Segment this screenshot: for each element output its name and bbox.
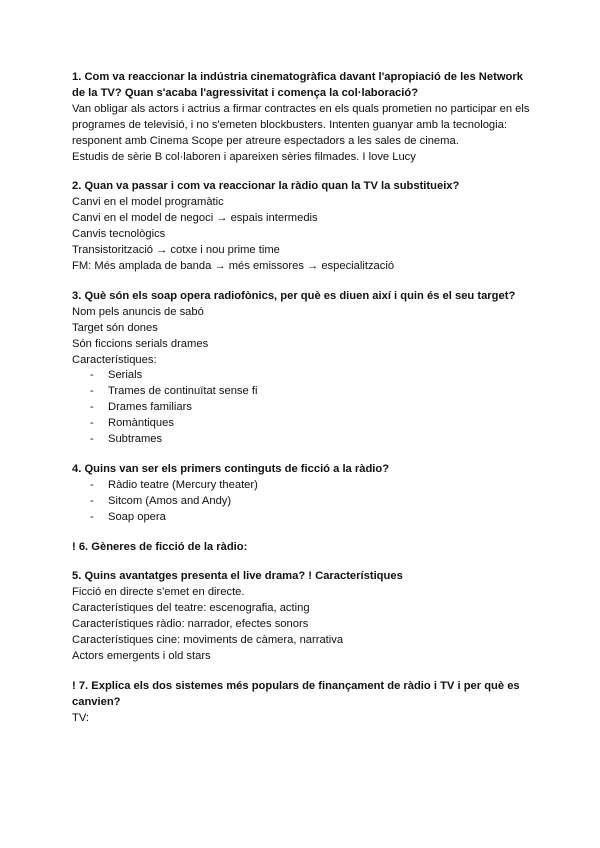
dash-marker: - <box>90 401 94 414</box>
list-item: - Serials <box>72 368 534 384</box>
section-3 <box>72 289 534 448</box>
list-item: - Drames familiars <box>72 400 534 416</box>
answer-text: Ficció en directe s'emet en directe. <box>72 586 245 599</box>
answer-text: Característiques del teatre: escenografia, acting <box>72 602 310 615</box>
answer-text: Estudis de sèrie B col·laboren i apareixen sèries filmades. I love Lucy <box>72 150 416 163</box>
dash-marker: - <box>90 478 94 491</box>
question-3: 3. Què són els soap opera radiofònics, per què es diuen així i quin és el seu target? <box>72 289 516 302</box>
section-6 <box>72 540 534 556</box>
question-6: ! 6. Gèneres de ficció de la ràdio: <box>72 540 248 553</box>
dash-marker: - <box>90 385 94 398</box>
answer-text: Són ficcions serials drames <box>72 337 209 350</box>
section-2 <box>72 179 534 274</box>
question-4: 4. Quins van ser els primers continguts de ficció a la ràdio? <box>72 462 390 475</box>
answer-text: Característiques: <box>72 353 157 366</box>
question-7: ! 7. Explica els dos sistemes més populars de finançament de ràdio i TV i per què es canvien? <box>72 679 520 708</box>
section-4 <box>72 462 534 526</box>
list-item: - Sitcom (Amos and Andy) <box>72 494 534 510</box>
answer-text: Nom pels anuncis de sabó <box>72 305 204 318</box>
answer-text: Característiques cine: moviments de càmera, narrativa <box>72 634 344 647</box>
list-item: - Subtrames <box>72 432 534 448</box>
dash-marker: - <box>90 494 94 507</box>
answer-text: Target són dones <box>72 321 158 334</box>
dash-marker: - <box>90 417 94 430</box>
question-5: 5. Quins avantatges presenta el live drama? ! Característiques <box>72 570 403 583</box>
section-5 <box>72 569 534 664</box>
answer-text: Transistorització → cotxe i nou prime time <box>72 244 280 257</box>
answer-text: Van obligar als actors i actrius a firmar contractes en els quals prometien no participar en els programes de televisió, i no s'emeten blockbusters. Intenten guanyar amb la tecnologia: responent amb Cinema Scope per atreure espectadors a les sales de cinema. <box>72 102 530 147</box>
answer-text: Canvi en el model programàtic <box>72 196 224 209</box>
answer-text: Canvi en el model de negoci → espais intermedis <box>72 212 318 225</box>
answer-text: Característiques ràdio: narrador, efectes sonors <box>72 618 309 631</box>
answer-text: TV: <box>72 711 89 724</box>
list-item: - Romàntiques <box>72 416 534 432</box>
answer-text: FM: Més amplada de banda → més emissores → especialització <box>72 259 395 272</box>
dash-marker: - <box>90 510 94 523</box>
answer-text: Actors emergents i old stars <box>72 650 211 662</box>
fiction-content-list <box>72 478 534 526</box>
dash-marker: - <box>90 433 94 446</box>
question-1: 1. Com va reaccionar la indústria cinematogràfica davant l'apropiació de les Network de la TV? Quan s'acaba l'agressivitat i comença la col·laboració? <box>72 71 523 99</box>
characteristics-list <box>72 368 534 448</box>
section-7 <box>72 679 534 727</box>
document-page <box>72 70 534 727</box>
section-1 <box>72 70 534 165</box>
dash-marker: - <box>90 369 94 382</box>
list-item: - Soap opera <box>72 510 534 526</box>
question-2: 2. Quan va passar i com va reaccionar la ràdio quan la TV la substitueix? <box>72 180 460 193</box>
list-item: - Ràdio teatre (Mercury theater) <box>72 478 534 494</box>
list-item: - Trames de continuïtat sense fi <box>72 384 534 400</box>
answer-text: Canvis tecnològics <box>72 228 166 241</box>
